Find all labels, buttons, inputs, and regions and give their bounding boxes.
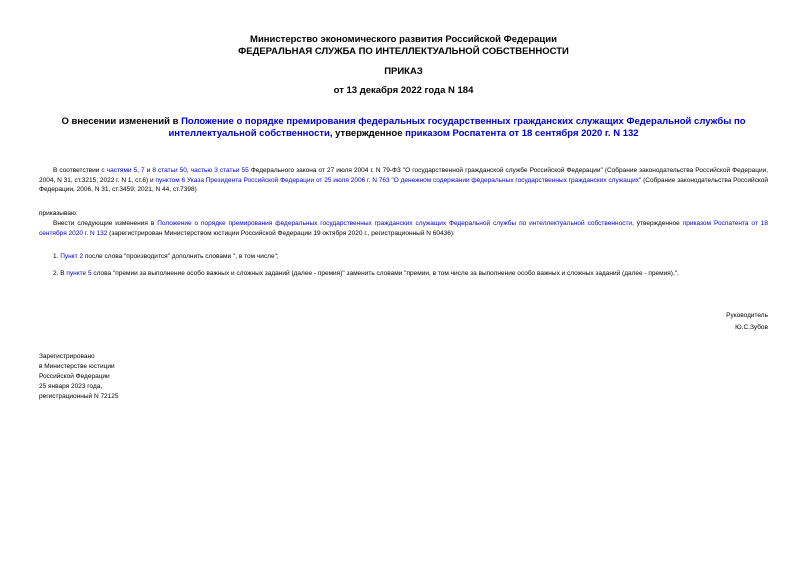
item-number: 2. В [53,270,67,277]
item-number: 1. [53,253,61,260]
document-title [34,116,773,140]
document-type: ПРИКАЗ [384,66,423,77]
preamble-text: (Собрание законодательства Российской Федерации, 2006, N 31, ст.3459; 2021, N 44, ст.7398) [39,176,769,193]
registration-line: Российской Федерации [39,373,110,380]
list-item [53,269,768,279]
item-text: после слова "производится" дополнить словами ", в том числе"; [83,253,279,260]
link-presidential-decree[interactable]: Указа Президента Российской Федерации от 25 июля 2006 г. N 763 "О денежном содержании федеральных государственных гражданских служащих" [186,176,642,184]
link-point-5[interactable]: пункте 5 [66,270,92,277]
list-item [53,252,768,262]
title-text: , утвержденное [329,128,406,139]
main-paragraph [39,219,768,238]
link-point-6[interactable]: пунктом 6 [155,176,186,184]
title-link-order[interactable]: приказом Роспатента от 18 сентября 2020 г. N 132 [405,128,639,139]
main-text: , утвержденное [632,220,683,227]
preamble-text: В соответствии с [53,167,107,174]
preamble-text: и [144,167,153,174]
main-text: (зарегистрирован Министерством юстиции Российской Федерации 19 октября 2020 г., регистрационный N 60436): [107,229,455,237]
link-rospatent-order[interactable]: приказом Роспатента от 18 сентября 2020 г. N 132 [39,220,769,237]
signature-name: Ю.С.Зубов [735,324,768,331]
link-article-50[interactable]: 8 статьи 50 [152,167,187,174]
preamble-text: Федерального закона от 27 июля 2004 г. N 79-ФЗ "О государственной гражданской службе Российской Федерации" (Собрание законодательства Российской Федерации, 2004, N 31, ст.3215; 2022 г. N 1, ст.6) и [39,167,769,184]
ministry-name: Министерство экономического развития Российской Федерации [250,34,557,45]
title-text: О внесении изменений в [61,116,182,127]
preamble-text: , [186,167,191,174]
registration-line: Зарегистрировано [39,353,95,360]
order-word: приказываю: [39,210,78,217]
item-text: слова "премии за выполнение особо важных и сложных заданий (далее - премия)" заменить словами "премии, в том числе за выполнение особо важных и сложных заданий (далее - премия),". [91,270,679,277]
service-name: ФЕДЕРАЛЬНАЯ СЛУЖБА ПО ИНТЕЛЛЕКТУАЛЬНОЙ СОБСТВЕННОСТИ [238,46,569,57]
link-parts-5-7[interactable]: частями 5, 7 [106,167,145,174]
link-article-55[interactable]: частью 3 статьи 55 [190,167,249,174]
registration-date: 25 января 2023 года, [39,383,103,390]
link-regulation[interactable]: Положение о порядке премирования федеральных государственных гражданских служащих Федеральной службы по интеллектуальной собственности [157,220,633,227]
title-link-regulation[interactable]: Положение о порядке премирования федеральных государственных гражданских служащих Федеральной службы по интеллектуальной собственности [168,116,746,139]
link-point-2[interactable]: Пункт 2 [60,253,84,260]
registration-number: регистрационный N 72125 [39,393,119,400]
signature-position: Руководитель [726,312,768,319]
date-number: от 13 декабря 2022 года N 184 [333,85,474,96]
registration-line: в Министерстве юстиции [39,363,115,370]
preamble-paragraph [39,166,768,195]
main-text: Внести следующие изменения в [53,220,158,227]
